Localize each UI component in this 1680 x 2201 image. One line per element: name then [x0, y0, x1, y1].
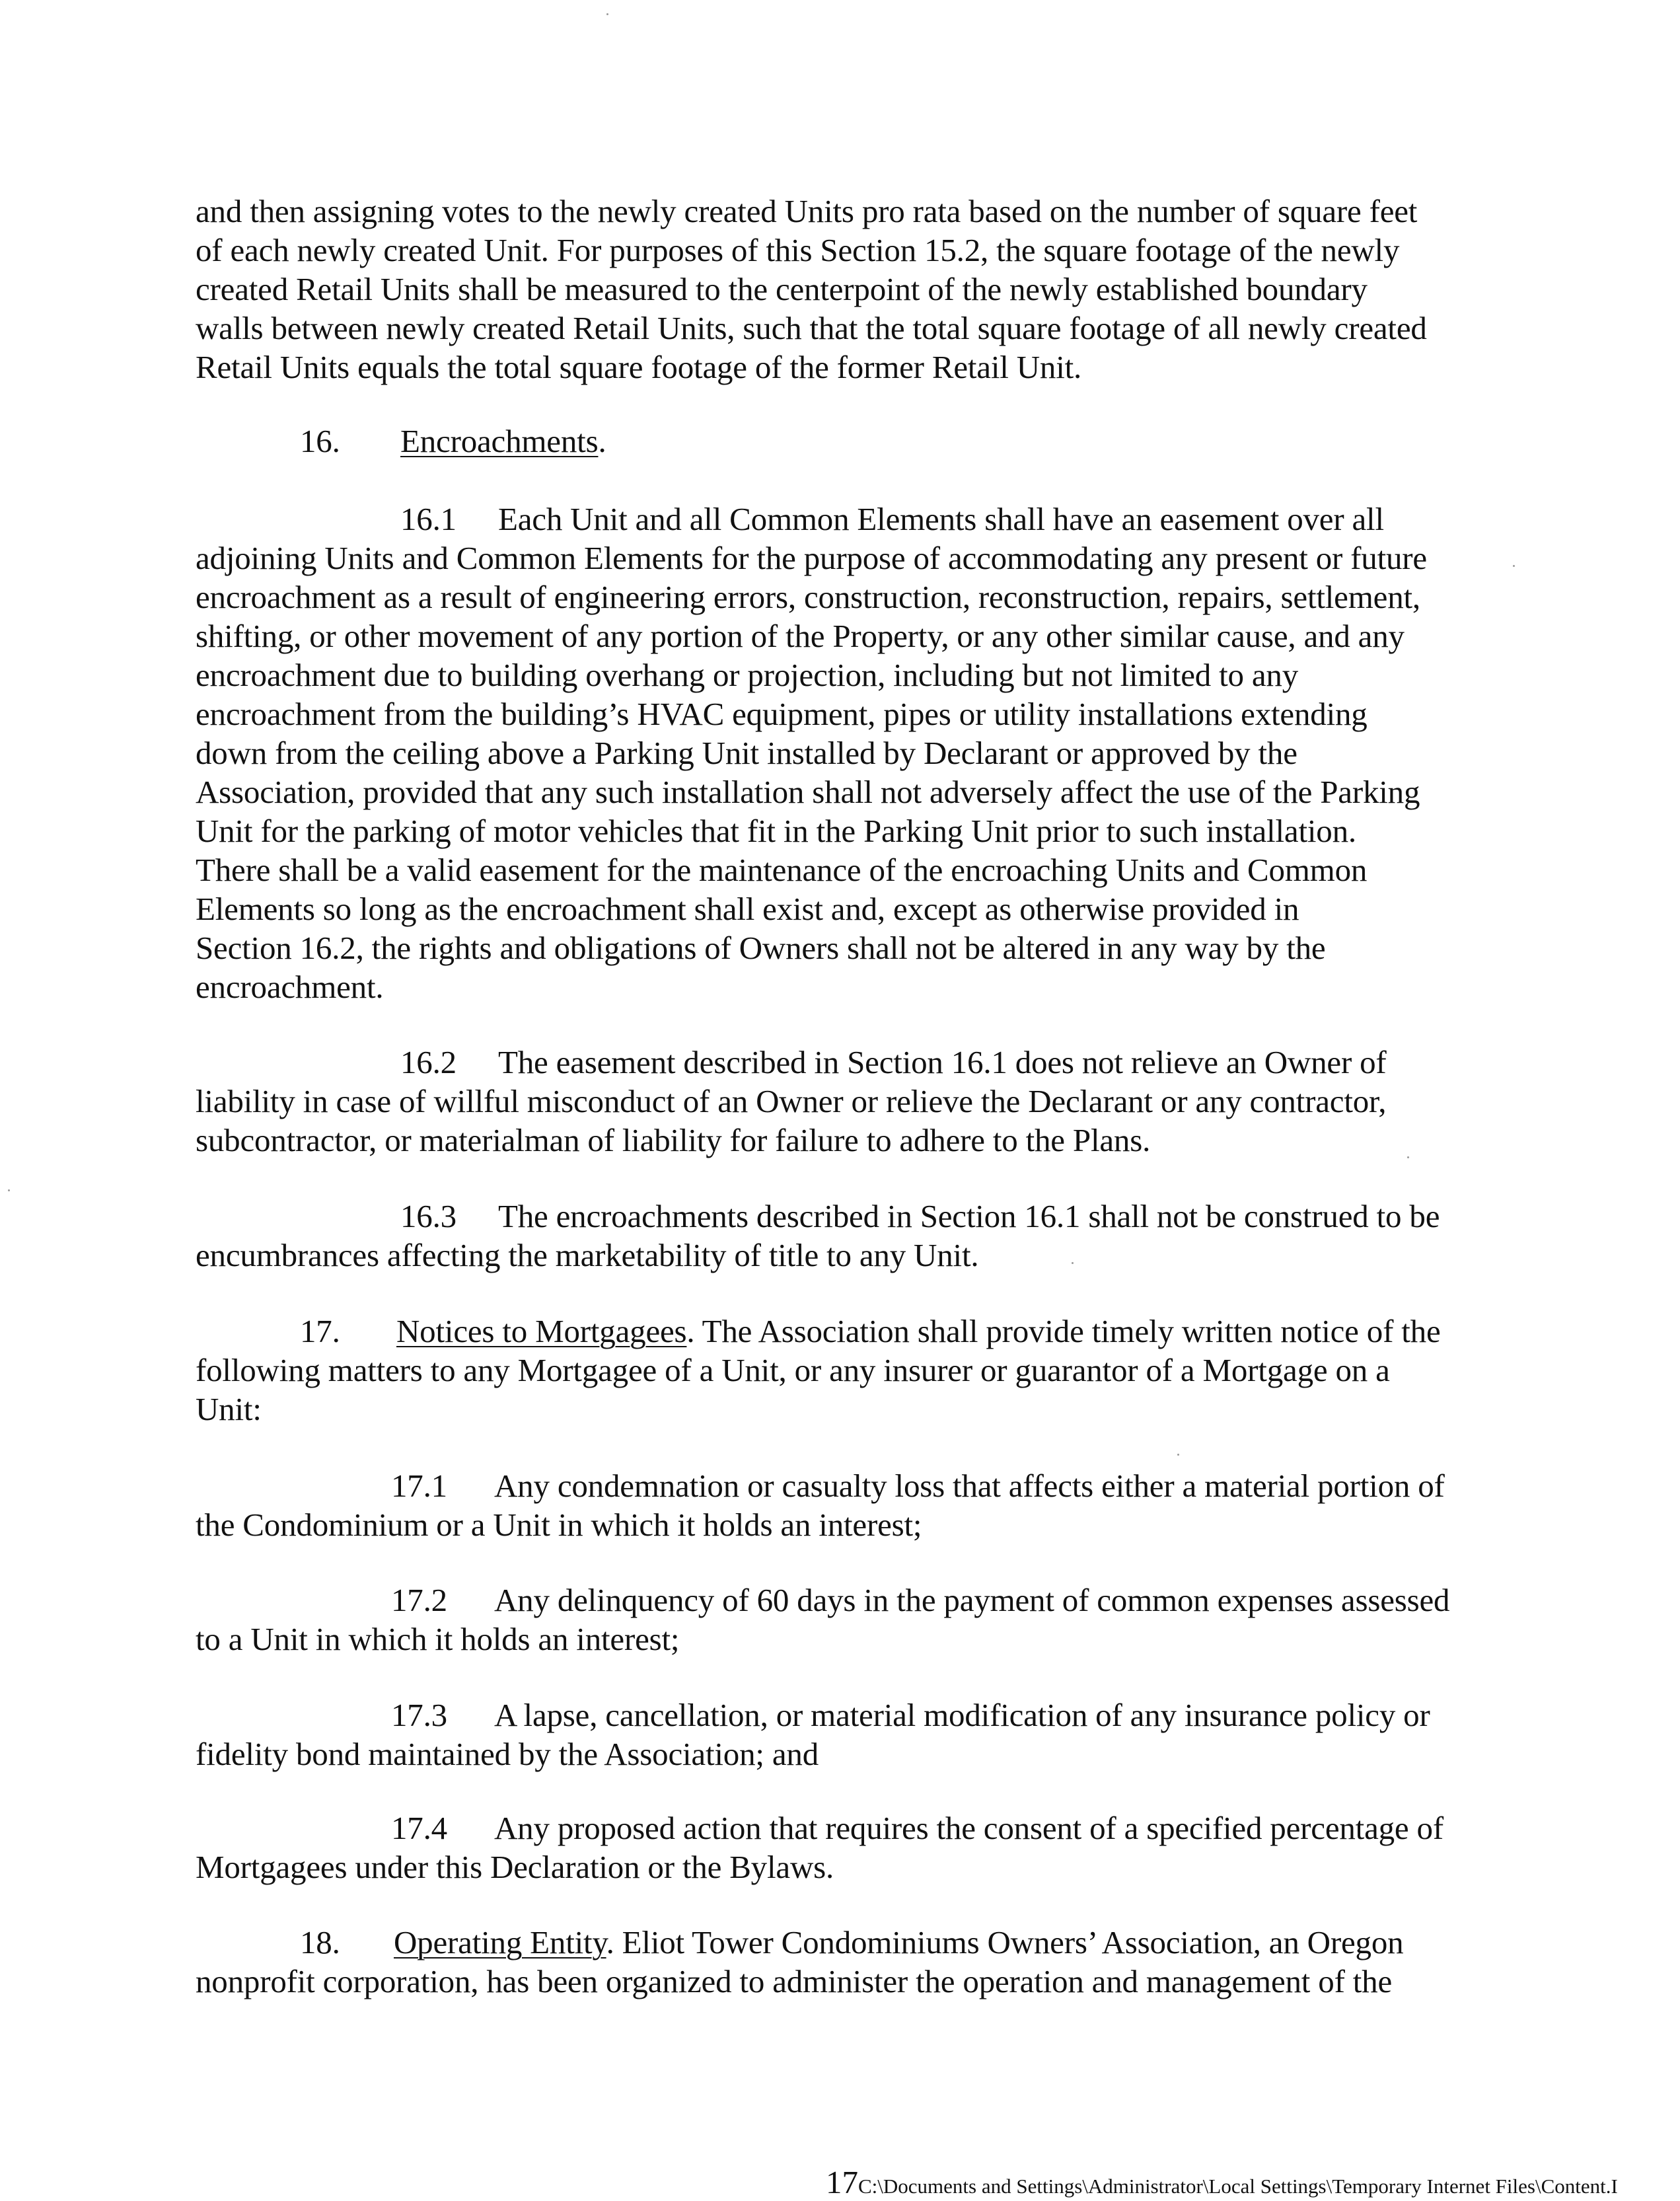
text-line: liability in case of willful misconduct of an Owner or relieve the Declarant or any contractor,: [196, 1083, 1387, 1119]
section-number: 18.: [300, 1924, 340, 1960]
scan-speck: [1407, 1156, 1409, 1158]
scan-speck: [1177, 1454, 1179, 1456]
text-line: following matters to any Mortgagee of a Unit, or any insurer or guarantor of a Mortgage on a: [196, 1352, 1390, 1388]
file-path: C:\Documents and Settings\Administrator\Local Settings\Temporary Internet Files\Content.I: [858, 2175, 1618, 2198]
text-line: The encroachments described in Section 16.1 shall not be construed to be: [498, 1198, 1440, 1234]
text-line: Association, provided that any such installation shall not adversely affect the use of the Parking: [196, 774, 1420, 810]
section-title: Encroachments: [400, 423, 599, 459]
text-line: of each newly created Unit. For purposes of this Section 15.2, the square footage of the newly: [196, 232, 1400, 268]
text-line: Each Unit and all Common Elements shall have an easement over all: [498, 501, 1384, 537]
section-title-wrap: [400, 422, 606, 461]
text-line: walls between newly created Retail Units, such that the total square footage of all newly created: [196, 310, 1427, 346]
text-line: encroachment from the building’s HVAC equipment, pipes or utility installations extending: [196, 696, 1368, 732]
text-line: adjoining Units and Common Elements for the purpose of accommodating any present or future: [196, 540, 1427, 576]
text-line: Mortgagees under this Declaration or the Bylaws.: [196, 1849, 834, 1885]
section-title-punct: .: [598, 423, 606, 459]
text-line: subcontractor, or materialman of liability for failure to adhere to the Plans.: [196, 1122, 1151, 1158]
text-line: the Condominium or a Unit in which it holds an interest;: [196, 1507, 922, 1543]
text-line: Elements so long as the encroachment shall exist and, except as otherwise provided in: [196, 891, 1299, 927]
text-line: down from the ceiling above a Parking Unit installed by Declarant or approved by the: [196, 735, 1297, 771]
section-title: Operating Entity: [394, 1924, 606, 1960]
subsection-number: 16.2: [400, 1044, 457, 1080]
text-line: nonprofit corporation, has been organized to administer the operation and management of the: [196, 1963, 1392, 1999]
scan-speck: [1513, 565, 1515, 567]
text-line: Any delinquency of 60 days in the payment of common expenses assessed: [494, 1582, 1450, 1618]
text-line: The easement described in Section 16.1 does not relieve an Owner of: [498, 1044, 1387, 1080]
subsection-number: 16.1: [400, 501, 457, 537]
section-number: 16.: [300, 423, 340, 459]
text-line: There shall be a valid easement for the maintenance of the encroaching Units and Common: [196, 852, 1368, 888]
subsection-number: 17.2: [391, 1582, 447, 1618]
text-line: shifting, or other movement of any portion of the Property, or any other similar cause, and any: [196, 618, 1405, 654]
text-line: encroachment as a result of engineering errors, construction, reconstruction, repairs, settlement,: [196, 579, 1420, 615]
scan-speck: [606, 13, 608, 15]
text-line: Retail Units equals the total square footage of the former Retail Unit.: [196, 349, 1082, 385]
text-line: A lapse, cancellation, or material modification of any insurance policy or: [494, 1697, 1430, 1733]
subsection-number: 17.4: [391, 1810, 447, 1846]
subsection-number: 16.3: [400, 1198, 457, 1234]
section-first-line-text: . Eliot Tower Condominiums Owners’ Association, an Oregon: [606, 1924, 1404, 1960]
text-line: Unit for the parking of motor vehicles that fit in the Parking Unit prior to such installation.: [196, 813, 1356, 849]
text-line: Any proposed action that requires the consent of a specified percentage of: [494, 1810, 1443, 1846]
text-line: created Retail Units shall be measured to the centerpoint of the newly established boundary: [196, 271, 1368, 307]
text-line: encroachment due to building overhang or projection, including but not limited to any: [196, 657, 1299, 693]
scan-speck: [8, 1189, 10, 1191]
section-title: Notices to Mortgagees: [396, 1313, 687, 1349]
text-line: to a Unit in which it holds an interest;: [196, 1621, 680, 1657]
text-line: Unit:: [196, 1391, 262, 1427]
text-line: and then assigning votes to the newly created Units pro rata based on the number of square feet: [196, 193, 1418, 229]
subsection-number: 17.3: [391, 1697, 447, 1733]
text-line: encumbrances affecting the marketability of title to any Unit.: [196, 1237, 979, 1273]
page-number: 17: [826, 2164, 858, 2200]
section-first-line-text: . The Association shall provide timely written notice of the: [686, 1313, 1441, 1349]
section-first-line: [394, 1923, 1504, 1962]
text-line: encroachment.: [196, 969, 384, 1005]
subsection-number: 17.1: [391, 1468, 447, 1504]
section-first-line: [396, 1312, 1506, 1351]
text-line: Section 16.2, the rights and obligations of Owners shall not be altered in any way by the: [196, 930, 1326, 966]
text-line: fidelity bond maintained by the Association; and: [196, 1736, 819, 1772]
section-number: 17.: [300, 1313, 340, 1349]
page-footer: [826, 2163, 1618, 2201]
text-line: Any condemnation or casualty loss that affects either a material portion of: [494, 1468, 1445, 1504]
scan-speck: [1072, 1262, 1074, 1264]
